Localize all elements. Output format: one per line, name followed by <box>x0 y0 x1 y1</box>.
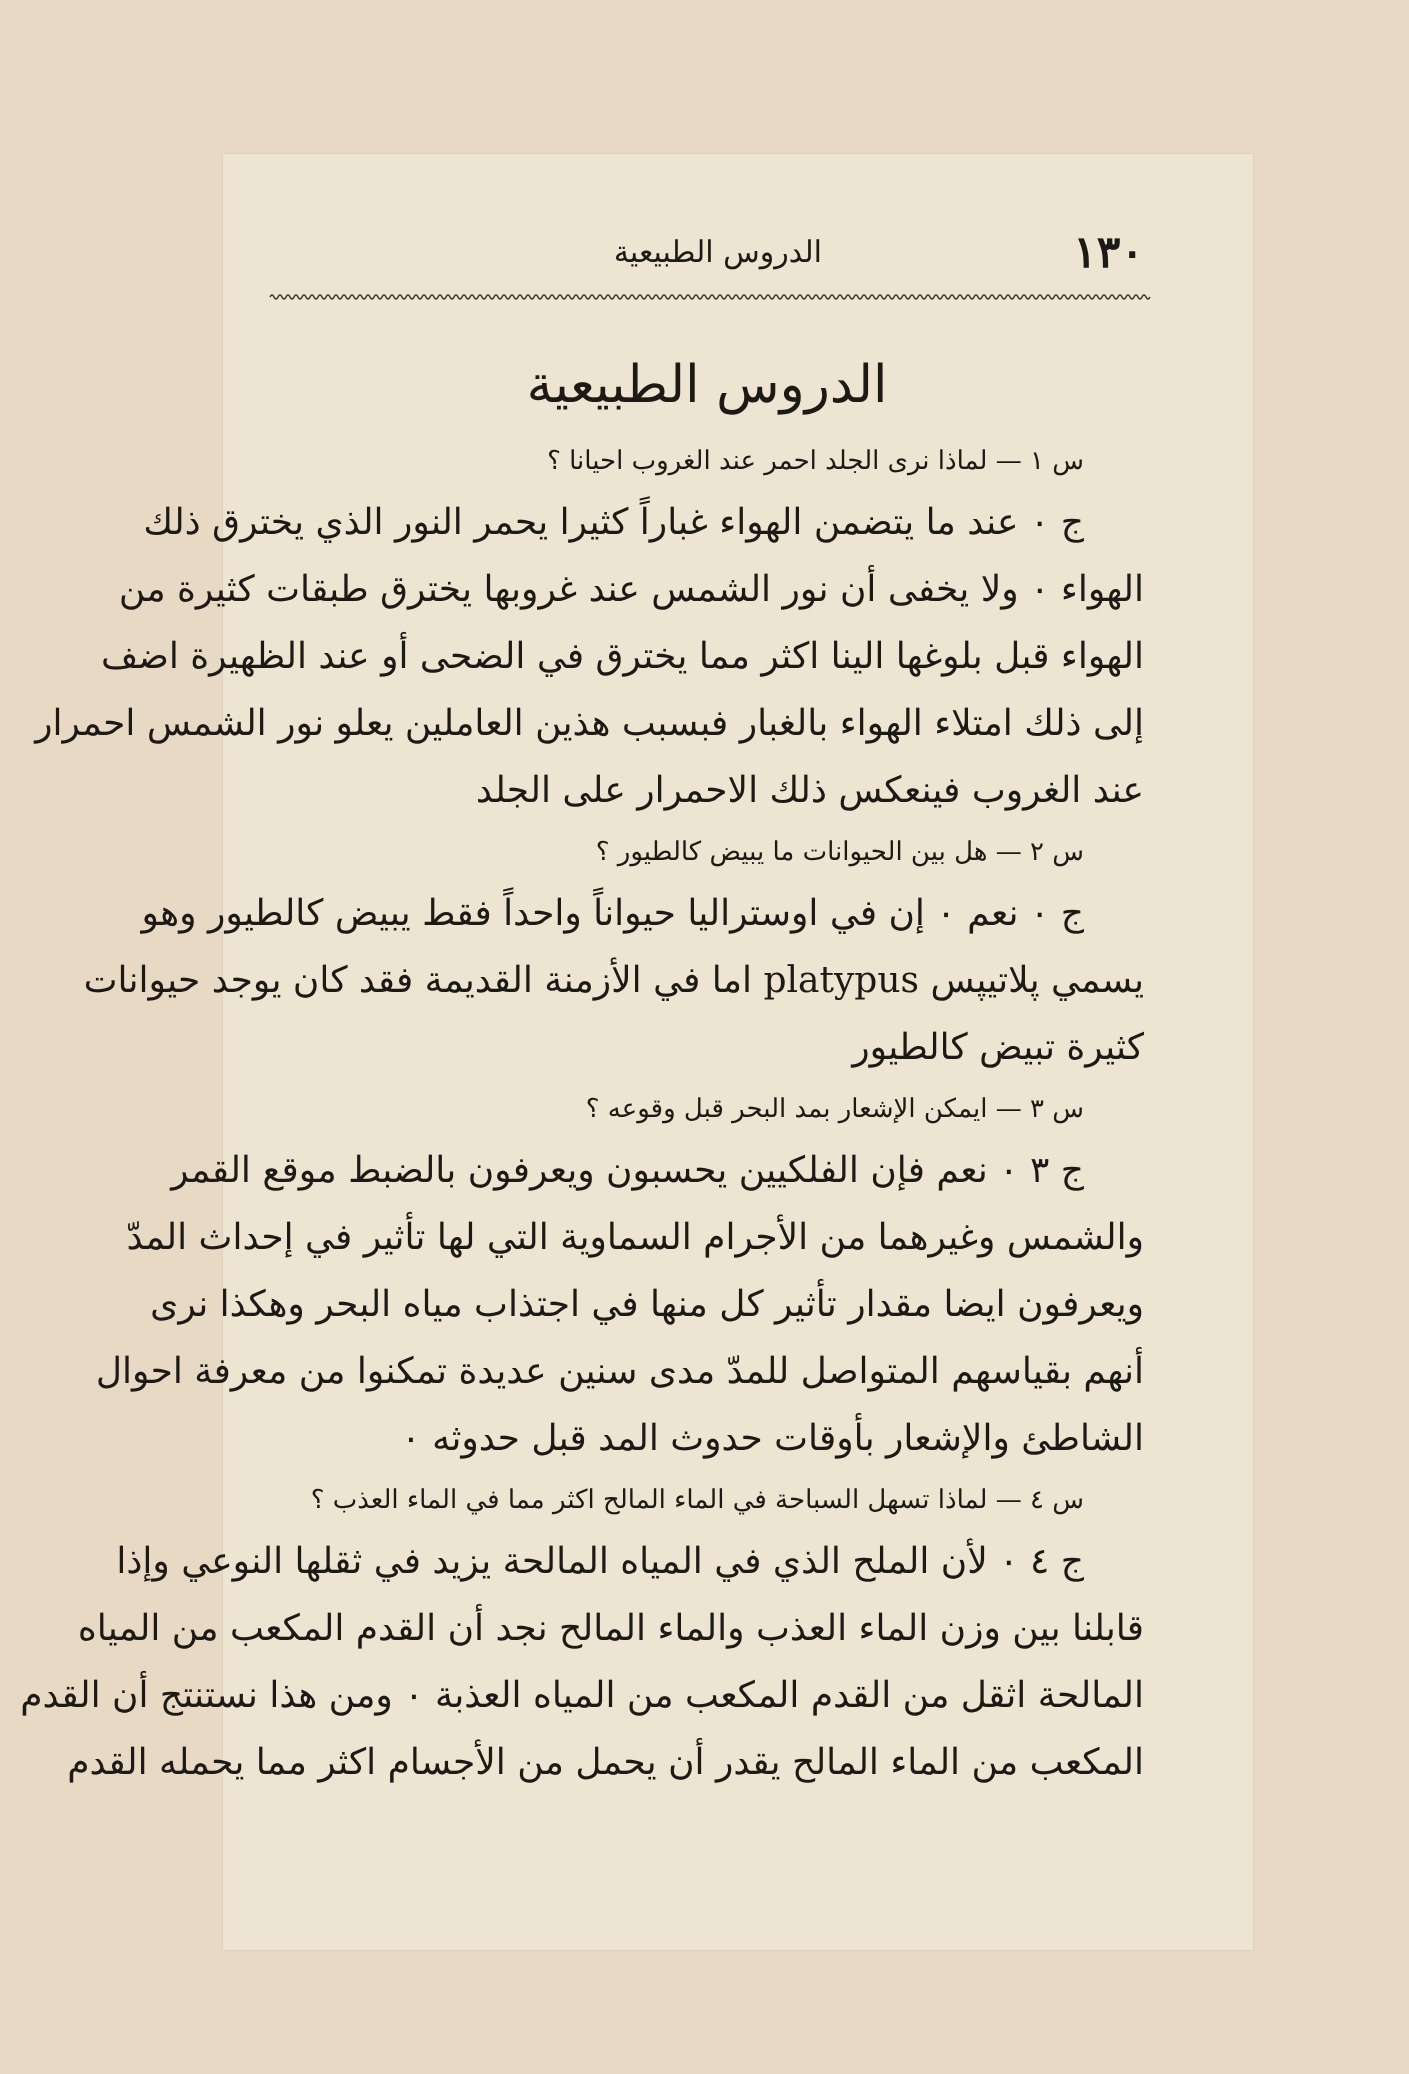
answer-line: الهواء ۰ ولا يخفى أن نور الشمس عند غروبها يخترق طبقات كثيرة من <box>118 569 1144 610</box>
qa-block-1 <box>35 433 1144 824</box>
answer-line: ج ۰ عند ما يتضمن الهواء غباراً كثيرا يحمر النور الذي يخترق ذلك <box>143 502 1084 543</box>
running-header <box>270 225 1144 281</box>
answer-line: ج ۰ نعم ۰ إن في اوستراليا حيواناً واحداً فقط يبيض كالطيور وهو <box>141 893 1084 934</box>
question-1: س ١ — لماذا نرى الجلد احمر عند الغروب احيانا ؟ <box>547 446 1084 476</box>
question-2: س ٢ — هل بين الحيوانات ما يبيض كالطيور ؟ <box>595 837 1084 867</box>
answer-4 <box>20 1528 1144 1796</box>
question-4: س ٤ — لماذا تسهل السباحة في الماء المالح اكثر مما في الماء العذب ؟ <box>310 1485 1084 1515</box>
answer-line: ج ٣ ۰ نعم فإن الفلكيين يحسبون ويعرفون بالضبط موقع القمر <box>171 1150 1084 1191</box>
answer-line: المكعب من الماء المالح يقدر أن يحمل من الأجسام اكثر مما يحمله القدم <box>67 1742 1144 1783</box>
qa-block-4 <box>20 1472 1144 1796</box>
answer-line: قابلنا بين وزن الماء العذب والماء المالح نجد أن القدم المكعب من المياه <box>77 1608 1144 1649</box>
answer-line: عند الغروب فينعكس ذلك الاحمرار على الجلد <box>475 770 1144 811</box>
question-3: س ٣ — ايمكن الإشعار بمد البحر قبل وقوعه ؟ <box>585 1094 1084 1124</box>
answer-line: كثيرة تبيض كالطيور <box>852 1027 1144 1068</box>
qa-block-3 <box>95 1081 1144 1472</box>
answer-line: أنهم بقياسهم المتواصل للمدّ مدى سنين عديدة تمكنوا من معرفة احوال <box>95 1351 1144 1392</box>
answer-line: المالحة اثقل من القدم المكعب من المياه العذبة ۰ ومن هذا نستنتج أن القدم <box>20 1675 1144 1716</box>
answer-line: ج ٤ ۰ لأن الملح الذي في المياه المالحة يزيد في ثقلها النوعي وإذا <box>116 1541 1084 1582</box>
answer-2 <box>83 880 1144 1081</box>
answer-1 <box>35 489 1144 824</box>
running-title: الدروس الطبيعية <box>613 235 822 270</box>
page-content <box>20 153 1144 1951</box>
answer-line: الهواء قبل بلوغها الينا اكثر مما يخترق في الضحى أو عند الظهيرة اضف <box>101 636 1144 677</box>
body-text <box>20 433 1144 1796</box>
answer-line: إلى ذلك امتلاء الهواء بالغبار فبسبب هذين العاملين يعلو نور الشمس احمرار <box>35 703 1144 744</box>
answer-3 <box>95 1137 1144 1472</box>
qa-block-2 <box>83 824 1144 1081</box>
answer-line: والشمس وغيرهما من الأجرام السماوية التي لها تأثير في إحداث المدّ <box>126 1217 1144 1258</box>
page-number: ١٣٠ <box>1073 227 1144 278</box>
chapter-title: الدروس الطبيعية <box>526 355 888 415</box>
book-page <box>20 153 1254 1951</box>
header-wavy-rule <box>270 291 1144 303</box>
answer-line: ويعرفون ايضا مقدار تأثير كل منها في اجتذاب مياه البحر وهكذا نرى <box>150 1284 1144 1325</box>
answer-line: يسمي پلاتيپس platypus اما في الأزمنة القديمة فقد كان يوجد حيوانات <box>83 960 1144 1001</box>
answer-line: الشاطئ والإشعار بأوقات حدوث المد قبل حدوثه ۰ <box>401 1418 1144 1459</box>
